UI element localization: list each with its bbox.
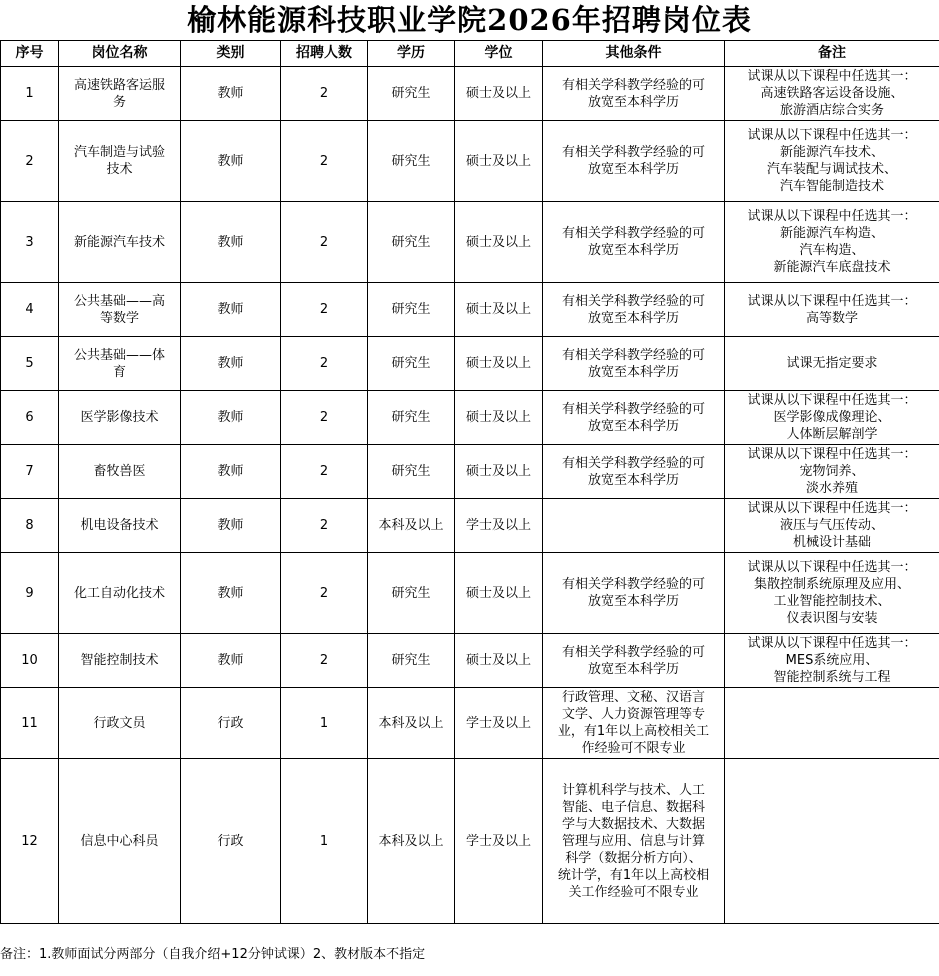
cell-education: 本科及以上 [368, 759, 455, 924]
cell-remarks: 试课从以下课程中任选其一： 新能源汽车构造、 汽车构造、 新能源汽车底盘技术 [725, 202, 939, 283]
cell-type: 教师 [181, 634, 281, 688]
header-count: 招聘人数 [281, 41, 368, 67]
cell-post: 高速铁路客运服 务 [59, 67, 181, 121]
cell-degree: 硕士及以上 [455, 634, 543, 688]
cell-conditions: 行政管理、文秘、汉语言 文学、人力资源管理等专 业，有1年以上高校相关工 作经验可不限专业 [543, 688, 725, 759]
cell-no: 11 [1, 688, 59, 759]
cell-post: 智能控制技术 [59, 634, 181, 688]
cell-count: 1 [281, 688, 368, 759]
cell-conditions: 计算机科学与技术、人工 智能、电子信息、数据科 学与大数据技术、大数据 管理与应用、信息与计算 科学（数据分析方向）、 统计学，有1年以上高校相 关工作经验可不限专业 [543, 759, 725, 924]
cell-post: 医学影像技术 [59, 391, 181, 445]
cell-remarks: 试课从以下课程中任选其一： MES系统应用、 智能控制系统与工程 [725, 634, 939, 688]
cell-count: 2 [281, 391, 368, 445]
cell-remarks: 试课从以下课程中任选其一： 高等数学 [725, 283, 939, 337]
cell-education: 研究生 [368, 391, 455, 445]
cell-education: 研究生 [368, 121, 455, 202]
cell-degree: 硕士及以上 [455, 67, 543, 121]
cell-degree: 硕士及以上 [455, 283, 543, 337]
cell-conditions: 有相关学科教学经验的可 放宽至本科学历 [543, 283, 725, 337]
cell-post: 化工自动化技术 [59, 553, 181, 634]
cell-education: 研究生 [368, 634, 455, 688]
table-row [1, 121, 939, 202]
cell-no: 6 [1, 391, 59, 445]
cell-no: 3 [1, 202, 59, 283]
cell-post: 畜牧兽医 [59, 445, 181, 499]
cell-no: 10 [1, 634, 59, 688]
cell-degree: 硕士及以上 [455, 553, 543, 634]
cell-count: 2 [281, 634, 368, 688]
cell-remarks [725, 688, 939, 759]
cell-degree: 硕士及以上 [455, 202, 543, 283]
cell-count: 2 [281, 283, 368, 337]
cell-remarks [725, 759, 939, 924]
cell-conditions [543, 499, 725, 553]
cell-education: 本科及以上 [368, 688, 455, 759]
cell-type: 教师 [181, 283, 281, 337]
cell-count: 2 [281, 553, 368, 634]
cell-remarks: 试课从以下课程中任选其一： 集散控制系统原理及应用、 工业智能控制技术、 仪表识图与安装 [725, 553, 939, 634]
cell-no: 4 [1, 283, 59, 337]
cell-education: 研究生 [368, 67, 455, 121]
table-row [1, 553, 939, 634]
cell-degree: 硕士及以上 [455, 391, 543, 445]
cell-count: 2 [281, 202, 368, 283]
cell-education: 本科及以上 [368, 499, 455, 553]
header-remarks: 备注 [725, 41, 939, 67]
cell-conditions: 有相关学科教学经验的可 放宽至本科学历 [543, 202, 725, 283]
cell-conditions: 有相关学科教学经验的可 放宽至本科学历 [543, 445, 725, 499]
cell-degree: 硕士及以上 [455, 121, 543, 202]
footer-note: 备注：1.教师面试分两部分（自我介绍+12分钟试课）2、教材版本不指定 [0, 947, 426, 962]
table-row [1, 202, 939, 283]
cell-remarks: 试课无指定要求 [725, 337, 939, 391]
cell-count: 2 [281, 67, 368, 121]
header-education: 学历 [368, 41, 455, 67]
cell-count: 2 [281, 445, 368, 499]
cell-conditions: 有相关学科教学经验的可 放宽至本科学历 [543, 337, 725, 391]
cell-conditions: 有相关学科教学经验的可 放宽至本科学历 [543, 121, 725, 202]
table-row [1, 499, 939, 553]
cell-conditions: 有相关学科教学经验的可 放宽至本科学历 [543, 391, 725, 445]
page-title: 榆林能源科技职业学院2026年招聘岗位表 [187, 3, 752, 37]
cell-type: 行政 [181, 759, 281, 924]
table-row [1, 688, 939, 759]
cell-remarks: 试课从以下课程中任选其一： 高速铁路客运设备设施、 旅游酒店综合实务 [725, 67, 939, 121]
cell-education: 研究生 [368, 283, 455, 337]
cell-count: 1 [281, 759, 368, 924]
cell-type: 教师 [181, 337, 281, 391]
cell-type: 教师 [181, 391, 281, 445]
cell-degree: 学士及以上 [455, 688, 543, 759]
cell-education: 研究生 [368, 337, 455, 391]
cell-type: 教师 [181, 499, 281, 553]
cell-count: 2 [281, 499, 368, 553]
cell-conditions: 有相关学科教学经验的可 放宽至本科学历 [543, 553, 725, 634]
cell-remarks: 试课从以下课程中任选其一： 宠物饲养、 淡水养殖 [725, 445, 939, 499]
cell-post: 公共基础——高 等数学 [59, 283, 181, 337]
table-row [1, 391, 939, 445]
cell-post: 汽车制造与试验 技术 [59, 121, 181, 202]
cell-degree: 学士及以上 [455, 499, 543, 553]
cell-conditions: 有相关学科教学经验的可 放宽至本科学历 [543, 634, 725, 688]
cell-post: 新能源汽车技术 [59, 202, 181, 283]
cell-type: 教师 [181, 121, 281, 202]
table-row [1, 634, 939, 688]
table-row [1, 337, 939, 391]
cell-conditions: 有相关学科教学经验的可 放宽至本科学历 [543, 67, 725, 121]
cell-education: 研究生 [368, 445, 455, 499]
header-degree: 学位 [455, 41, 543, 67]
header-conditions: 其他条件 [543, 41, 725, 67]
cell-remarks: 试课从以下课程中任选其一： 医学影像成像理论、 人体断层解剖学 [725, 391, 939, 445]
table-row [1, 759, 939, 924]
cell-degree: 硕士及以上 [455, 337, 543, 391]
cell-count: 2 [281, 121, 368, 202]
cell-no: 1 [1, 67, 59, 121]
cell-type: 教师 [181, 67, 281, 121]
cell-no: 9 [1, 553, 59, 634]
cell-count: 2 [281, 337, 368, 391]
cell-no: 7 [1, 445, 59, 499]
cell-post: 信息中心科员 [59, 759, 181, 924]
recruitment-table [0, 40, 939, 924]
cell-education: 研究生 [368, 553, 455, 634]
cell-post: 行政文员 [59, 688, 181, 759]
cell-no: 8 [1, 499, 59, 553]
cell-type: 教师 [181, 553, 281, 634]
cell-no: 12 [1, 759, 59, 924]
header-row [1, 41, 939, 67]
header-post: 岗位名称 [59, 41, 181, 67]
cell-degree: 学士及以上 [455, 759, 543, 924]
cell-remarks: 试课从以下课程中任选其一： 液压与气压传动、 机械设计基础 [725, 499, 939, 553]
cell-type: 教师 [181, 445, 281, 499]
cell-type: 教师 [181, 202, 281, 283]
cell-post: 公共基础——体 育 [59, 337, 181, 391]
cell-remarks: 试课从以下课程中任选其一： 新能源汽车技术、 汽车装配与调试技术、 汽车智能制造技术 [725, 121, 939, 202]
table-row [1, 283, 939, 337]
table-row [1, 445, 939, 499]
header-type: 类别 [181, 41, 281, 67]
table-row [1, 67, 939, 121]
cell-no: 2 [1, 121, 59, 202]
cell-post: 机电设备技术 [59, 499, 181, 553]
header-no: 序号 [1, 41, 59, 67]
cell-no: 5 [1, 337, 59, 391]
cell-degree: 硕士及以上 [455, 445, 543, 499]
cell-type: 行政 [181, 688, 281, 759]
cell-education: 研究生 [368, 202, 455, 283]
